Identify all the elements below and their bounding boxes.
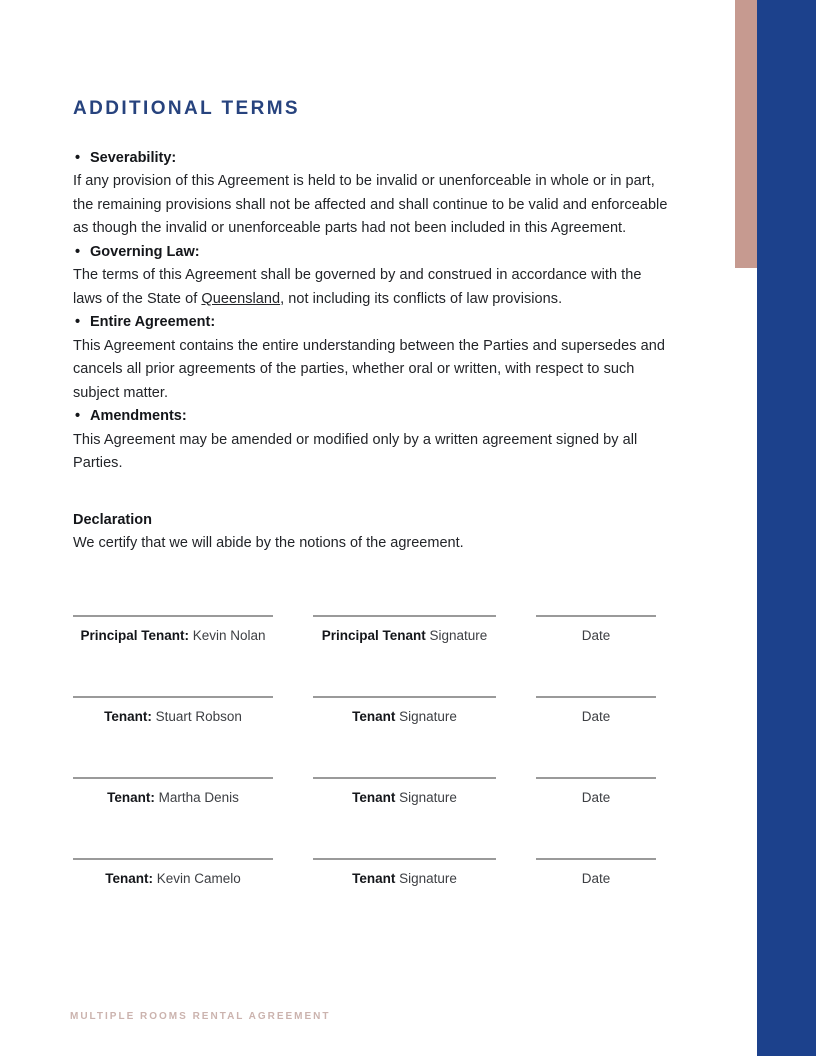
term-body-text-after: , not including its conflicts of law provisions. [280, 290, 563, 307]
term-item-amendments [73, 405, 673, 475]
signature-field-role: Tenant [352, 708, 396, 724]
signature-field-role: Tenant [352, 870, 396, 886]
signature-rule [313, 777, 496, 779]
signature-rule [73, 696, 273, 698]
signature-role-label: Principal Tenant: [80, 627, 189, 643]
signature-field-word: Signature [395, 870, 457, 886]
term-body [73, 264, 673, 311]
declaration-section [73, 509, 673, 556]
term-heading: • Severability: [73, 147, 673, 170]
signature-rule [313, 615, 496, 617]
signature-row [73, 696, 673, 777]
signature-field-cell[interactable] [313, 696, 496, 726]
signature-field-role: Tenant [352, 789, 396, 805]
signature-row [73, 777, 673, 858]
signature-date-cell[interactable] [536, 696, 656, 726]
term-body [73, 335, 673, 405]
signature-field-label [313, 708, 496, 726]
term-body [73, 429, 673, 476]
declaration-title: Declaration [73, 511, 152, 528]
signature-field-word: Signature [425, 627, 488, 643]
term-body-text-before: The terms of this Agreement shall be governed by and construed in accordance with the laws of the State of [73, 267, 642, 307]
signature-date-cell[interactable] [536, 615, 656, 645]
signature-role-label: Tenant: [107, 789, 155, 805]
signature-field-role: Principal Tenant [321, 627, 426, 643]
signature-date-cell[interactable] [536, 777, 656, 807]
signature-row [73, 615, 673, 696]
signature-role-label: Tenant: [104, 708, 152, 724]
term-body-text: This Agreement contains the entire understanding between the Parties and supersedes and cancels all prior agreements of the parties, whether oral or written, with respect to such subject matter. [73, 337, 665, 401]
signature-date-label: Date [581, 708, 611, 724]
signature-rule [536, 777, 656, 779]
additional-terms-list [73, 147, 673, 476]
term-heading: • Governing Law: [73, 241, 673, 264]
signature-field-label [313, 870, 496, 888]
signature-rule [73, 615, 273, 617]
signature-field-cell[interactable] [313, 858, 496, 888]
decorative-blue-bar [757, 0, 816, 1056]
page-footer: MULTIPLE ROOMS RENTAL AGREEMENT [70, 1011, 331, 1022]
signature-field-word: Signature [395, 789, 457, 805]
term-body [73, 170, 673, 240]
signature-name-cell [73, 615, 273, 645]
signature-rule [536, 858, 656, 860]
page-title: ADDITIONAL TERMS [73, 98, 300, 119]
signature-field-cell[interactable] [313, 615, 496, 645]
term-body-text: If any provision of this Agreement is held to be invalid or unenforceable in whole or in part, the remaining provisions shall not be affected and shall continue to be valid and enforceable as though the invalid or unenforceable parts had not been included in this Agreement. [73, 173, 668, 237]
signature-date-label: Date [581, 870, 611, 886]
term-item-entire-agreement [73, 311, 673, 405]
signature-name-value: Kevin Nolan [188, 627, 266, 643]
signature-role-label: Tenant: [105, 870, 153, 886]
signature-name-label [73, 870, 273, 888]
signature-name-label [73, 708, 273, 726]
signature-name-cell [73, 777, 273, 807]
signature-field-word: Signature [395, 708, 457, 724]
signature-name-label [73, 789, 273, 807]
signature-field-cell[interactable] [313, 777, 496, 807]
signature-rule [73, 777, 273, 779]
term-item-governing-law [73, 241, 673, 311]
signature-name-cell [73, 858, 273, 888]
signature-name-label [73, 627, 273, 645]
signature-name-value: Martha Denis [154, 789, 239, 805]
signature-row [73, 858, 673, 939]
signature-name-cell [73, 696, 273, 726]
term-body-text: This Agreement may be amended or modified only by a written agreement signed by all Parties. [73, 431, 638, 472]
signature-block [73, 615, 673, 939]
term-heading: • Entire Agreement: [73, 311, 673, 334]
term-item-severability [73, 147, 673, 241]
document-content [73, 0, 673, 939]
term-body-underlined-state: Queensland [201, 290, 281, 307]
signature-field-label [313, 789, 496, 807]
signature-date-label: Date [581, 789, 611, 805]
declaration-body: We certify that we will abide by the notions of the agreement. [73, 535, 464, 552]
signature-date-cell[interactable] [536, 858, 656, 888]
signature-rule [536, 696, 656, 698]
signature-field-label [313, 627, 496, 645]
term-heading: • Amendments: [73, 405, 673, 428]
signature-rule [313, 858, 496, 860]
signature-date-label: Date [581, 627, 611, 643]
signature-rule [313, 696, 496, 698]
signature-rule [536, 615, 656, 617]
signature-name-value: Stuart Robson [151, 708, 242, 724]
signature-name-value: Kevin Camelo [152, 870, 241, 886]
signature-rule [73, 858, 273, 860]
